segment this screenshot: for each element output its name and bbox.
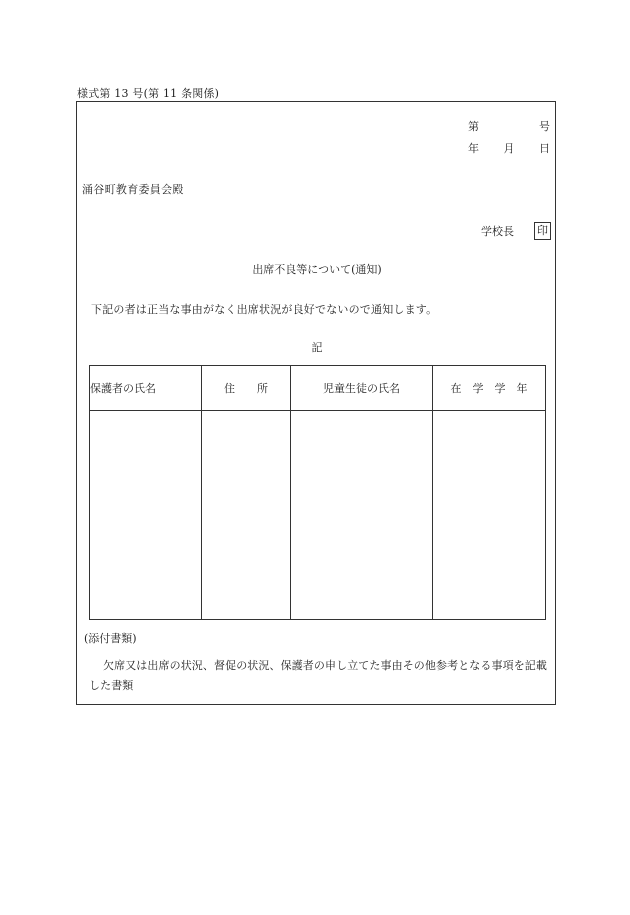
- date-month: 月: [503, 142, 515, 155]
- cell-grade[interactable]: [433, 411, 546, 620]
- date-day: 日: [539, 142, 550, 155]
- document-number-suffix: 号: [539, 120, 550, 133]
- header-child-name: 児童生徒の氏名: [291, 366, 433, 411]
- date-line: [468, 140, 550, 156]
- cell-address[interactable]: [202, 411, 291, 620]
- student-table: [89, 365, 546, 620]
- header-address: 住 所: [202, 366, 291, 411]
- addressee: 涌谷町教育委員会殿: [82, 183, 184, 196]
- sender-line: [481, 222, 551, 240]
- cell-child-name[interactable]: [291, 411, 433, 620]
- table-row: [90, 411, 546, 620]
- document-subject: 出席不良等について(通知): [252, 263, 382, 276]
- cell-guardian-name[interactable]: [90, 411, 202, 620]
- document-number-line: [468, 118, 550, 134]
- ki-heading: 記: [311, 341, 323, 354]
- header-grade: 在 学 学 年: [433, 366, 546, 411]
- attachments-text: 欠席又は出席の状況、督促の状況、保護者の申し立てた事由その他参考となる事項を記載した書類: [89, 659, 547, 692]
- header-guardian-name: 保護者の氏名: [90, 366, 202, 411]
- date-year: 年: [468, 142, 479, 155]
- document-number-prefix: 第: [468, 120, 479, 133]
- seal-box: 印: [534, 222, 551, 240]
- attachments-title: (添付書類): [84, 632, 137, 645]
- table-header-row: [90, 366, 546, 411]
- form-number-label: 様式第 13 号(第 11 条関係): [77, 87, 220, 100]
- notice-body: 下記の者は正当な事由がなく出席状況が良好でないので通知します。: [91, 303, 438, 316]
- document-frame: [76, 101, 556, 705]
- sender-title: 学校長: [481, 225, 514, 238]
